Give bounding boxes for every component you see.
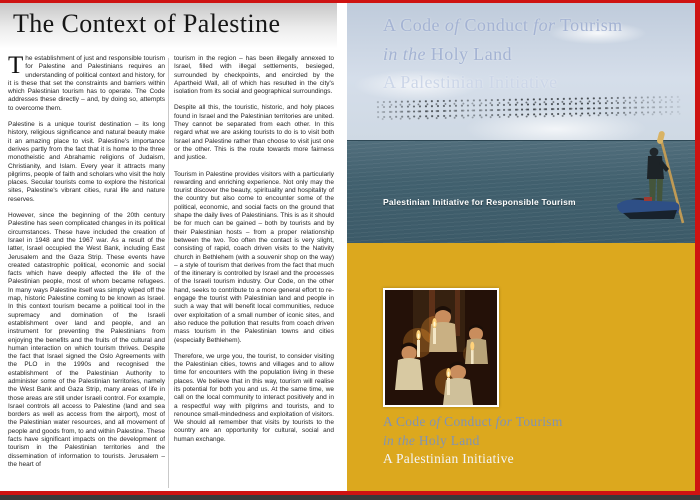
cover-title-line1: A Code of Conduct for Tourism bbox=[383, 15, 623, 35]
left-page bbox=[0, 3, 337, 492]
paragraph-text: he establishment of just and responsible tourism for Palestine and Palestinians requires an understanding of political context and history, for it is these that set the constraints and barriers within which Palestinian tourism has to operate. The Code addresses these directly – and, by doing so, attempts to overcome them. bbox=[8, 55, 165, 112]
drop-cap: T bbox=[8, 55, 24, 79]
paragraph bbox=[8, 55, 165, 113]
footer-title-line1: A Code of Conduct for Tourism bbox=[383, 414, 563, 429]
text-column-right bbox=[174, 55, 334, 491]
bottom-dark-edge bbox=[0, 495, 700, 500]
paragraph: Tourism in Palestine provides visitors with a particularly rewarding and enriching experience. Not only may the tourist discover the beauty, spirituality and hospitality of the country but also come to encounter some of the political, economic, and social facts on the ground that shape the daily lives of Palestinians. This is as it should be for much can be gained – both by tourists and by their Palestinian hosts – from a proper relationship between the two. Too often the contact is very slight, consisting of rapid, coach driven visits to the Nativity church in Bethlehem (with a souvenir shop on the way) – a style of tourism that derives from the fact that much of the itinerary is controlled by Israel and the processes of the Israeli tourism industry. Our Code, on the other hand, seeks to contribute to a more general effort to re-engage the tourist with Palestinian land and people in such a way that will benefit local communities, reduce over exploitation of a small number of iconic sites, and also reduce the pollution that results from coach driven mass tourism in the Palestinian towns and cities (especially Bethlehem). bbox=[174, 170, 334, 344]
paragraph: Palestine is a unique tourist destination – its long history, religious significance and natural beauty make it an amazing place to visit. Palestine's importance derives partly from the fact that it is home to the three monotheistic and Abrahamic religions of Judaism, Christianity, and Islam. Every year it attracts many pilgrims, people of faith and scholars who visit the holy places. Secular tourists come to explore the historical sites, Palestine's vibrant cities, rural life and nature reserves. bbox=[8, 121, 165, 203]
cover-title-line3: A Palestinian Initiative bbox=[383, 72, 558, 92]
fisherman-on-boat bbox=[611, 131, 689, 226]
footer-title-line2: in the Holy Land bbox=[383, 432, 480, 448]
cover-title-line2: in the Holy Land bbox=[383, 43, 512, 64]
text-column-left bbox=[8, 55, 165, 491]
sea-photo bbox=[347, 140, 695, 244]
right-page-cover bbox=[347, 3, 695, 492]
page-title: The Context of Palestine bbox=[13, 9, 281, 38]
column-divider bbox=[168, 58, 169, 488]
children-candles-photo bbox=[383, 288, 499, 407]
footer-title-line3: A Palestinian Initiative bbox=[383, 451, 514, 466]
cover-title bbox=[383, 11, 623, 97]
children-candles-illustration bbox=[385, 290, 497, 405]
gold-panel bbox=[347, 243, 695, 492]
top-red-trim bbox=[0, 0, 700, 3]
paragraph: However, since the beginning of the 20th century Palestine has seen complicated changes in its political circumstances. These have included the creation of Israel in 1948 and the 1967 war. As a result of the latter, Israel occupied the West Bank, including East Jerusalem and the Gaza Strip. These events have created catastrophic political, economic and social facts which have deeply affected the life of the Palestinian people, most of whom became refugees. In many ways Palestine itself was simply wiped off the map, historic Palestine coming to be known as Israel. In this context tourism became a political tool in the supremacy and domination of the Israeli establishment over land and people, and an instrument for preventing the Palestinians from enjoying the benefits and the fruits of the cultural and human interaction on which tourism thrives. Despite the fact that Israel signed the Oslo Agreements with the PLO in the 1990s and recognised the establishment of the Palestinian Authority to administer some of the Palestinian territories, namely the West Bank and Gaza Strip, many areas of life in those areas are still under Israeli control. For example, Israel controls all access to Palestine (land and sea borders as well as access from the airport), most of the Palestinian water resources, and all movement of people and goods from, to and within Palestine. These facts have significant impacts on the development of tourism in the Palestinian territories and the dissemination of information to tourists. Jerusalem – the heart of bbox=[8, 212, 165, 468]
right-red-trim bbox=[695, 0, 700, 495]
sky-photo bbox=[347, 3, 695, 140]
paragraph: Despite all this, the touristic, historic, and holy places found in Israel and the Palestinian territories are united. They cannot be separated from each other. In this regard what we are asking tourists to do is to visit both Israel and Palestine rather than choose to visit just one or the other. This is the route towards more fairness and justice. bbox=[174, 104, 334, 162]
paragraph: tourism in the region – has been illegally annexed to Israel, filled with illegal settlements, besieged, surrounded by checkpoints, and encircled by the Apartheid Wall, all of which has resulted in the city's isolation from its social and geographical surroundings. bbox=[174, 55, 334, 96]
footer-title bbox=[383, 413, 563, 469]
page-gutter bbox=[337, 3, 347, 492]
bird-flock bbox=[375, 94, 681, 120]
paragraph: Therefore, we urge you, the tourist, to consider visiting the Palestinian cities, towns and villages and to allow time for encounters with the population living in these places. We believe that in this way, tourism will realise its potential for both you and us. At the same time, we call on the local community to interact positively and in a respectful way with pilgrims and tourists, and to renounce small-mindedness and exploitation of visitors. We should all remember that visits by tourists to the country are an opportunity for cultural, social and human exchange. bbox=[174, 352, 334, 443]
photo-caption: Palestinian Initiative for Responsible Tourism bbox=[383, 197, 576, 207]
